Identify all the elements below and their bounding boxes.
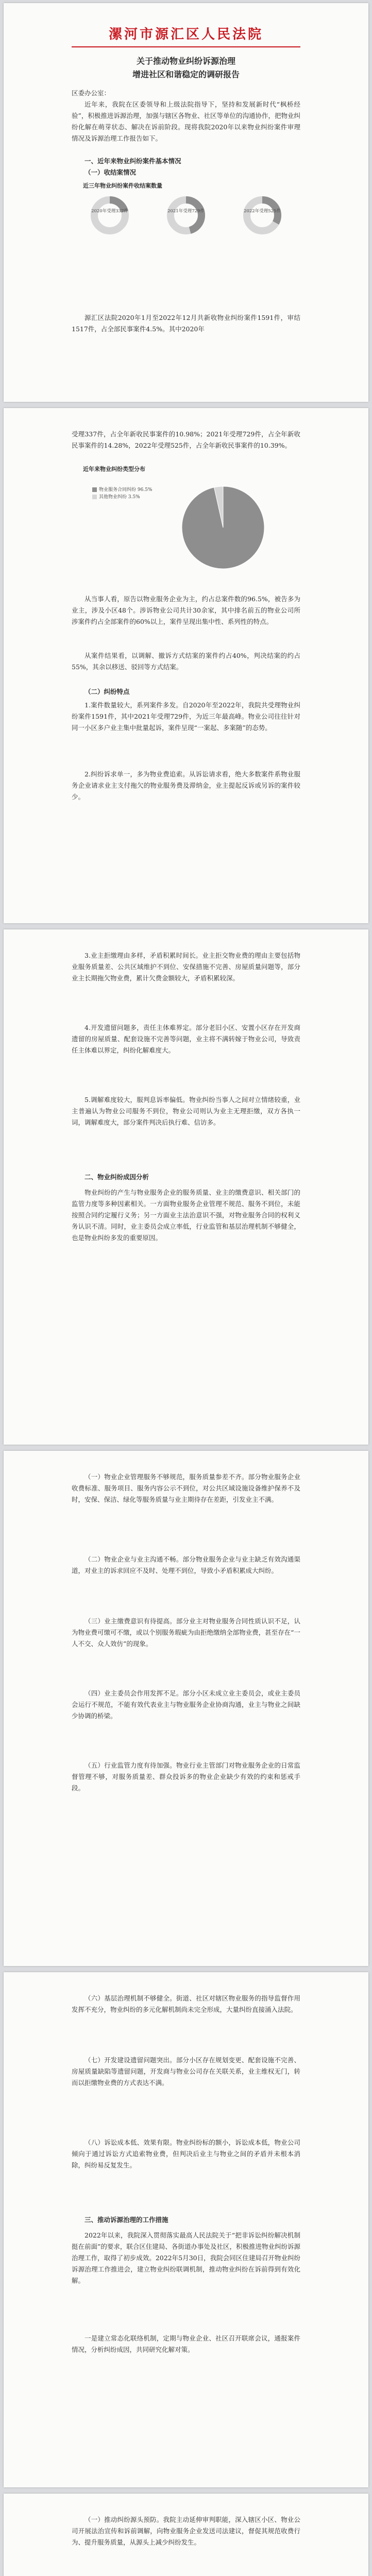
page-2 xyxy=(4,408,368,923)
pie-legend-item-2 xyxy=(92,494,152,501)
donut-label-3: 2022年受理525件 xyxy=(244,209,281,214)
subsection-1-heading: （一）收结案情况 xyxy=(84,168,137,176)
section-2-heading: 二、物业纠纷成因分析 xyxy=(84,1173,149,1181)
section-1-heading: 一、近年来物业纠纷案件基本情况 xyxy=(84,157,181,165)
chart-2-pie-svg xyxy=(177,481,269,574)
pie-legend-label-1: 物业服务合同纠纷 96.5% xyxy=(99,487,153,493)
causes-intro-paragraph: 物业纠纷的产生与物业服务企业的服务质量、业主的缴费意识、相关部门的监管力度等多种因素相关。一方面物业服务企业管理不规范、服务不到位，未能按照合同约定履行义务；另一方面业主法治意识不强，对物业服务合同的权利义务认识不清。同时，业主委员会成立率低，行业监管和基层治理机制不够健全，也是物业纠纷多发的重要原因。 xyxy=(72,1189,300,1242)
intro-paragraph: 近年来，我院在区委领导和上级法院指导下，坚持和发展新时代“枫桥经验”，积极推进诉源治理，加强与辖区各物业、社区等单位的沟通协作，把物业纠纷化解在萌芽状态、解决在诉前阶段。现将我院2020年以来物业纠纷案件审理情况及诉源治理工作报告如下。 xyxy=(72,100,300,142)
cause-2-paragraph: （二）物业企业与业主沟通不畅。部分物业服务企业与业主缺乏有效沟通渠道，对业主的诉求回应不及时、处理不到位，导致小矛盾积累成大纠纷。 xyxy=(72,1555,300,1574)
measure-1-paragraph: （一）推动纠纷源头预防。我院主动延伸审判职能，深入辖区小区、物业公司开展法治宣传和诉前调解，向物业服务企业发送司法建议，督促其规范收费行为、提升服务质量，从源头上减少纠纷发生。 xyxy=(72,2516,300,2546)
chart-1-donuts xyxy=(72,193,300,242)
feature-4-paragraph: 4.开发遗留问题多，责任主体难界定。部分老旧小区、安置小区存在开发商遗留的房屋质量、配套设施不完善等问题，业主将不满转嫁于物业公司，导致责任主体难以界定，纠纷化解难度大。 xyxy=(72,1024,300,1054)
donut-svg-3 xyxy=(242,195,283,236)
cause-8-paragraph: （八）诉讼成本低、效果有限。物业纠纷标的额小，诉讼成本低，物业公司倾向于通过诉讼方式追索物业费，但判决后业主与物业之间的矛盾并未根本消除，纠纷易反复发生。 xyxy=(72,2139,300,2169)
cause-3-paragraph: （三）业主缴费意识有待提高。部分业主对物业服务合同性质认识不足，认为物业费可缴可不缴，或以个别服务瑕疵为由拒绝缴纳全部物业费，甚至存在“一人不交、众人效仿”的现象。 xyxy=(72,1617,300,1648)
donut-svg-2 xyxy=(165,195,207,236)
donut-label-1: 2020年受理337件 xyxy=(91,209,128,214)
donut-label-2: 2021年受理729件 xyxy=(167,209,205,214)
donut-svg-1 xyxy=(89,195,130,236)
report-title-line2: 增进社区和谐稳定的调研报告 xyxy=(132,70,240,79)
cause-5-paragraph: （五）行业监管力度有待加强。物业行业主管部门对物业服务企业的日常监督管理不够，对服务质量差、群众投诉多的物业企业缺少有效的约束和惩戒手段。 xyxy=(72,1761,300,1792)
page-6 xyxy=(4,2494,368,2576)
header-red-rule xyxy=(72,46,300,47)
cause-1-paragraph: （一）物业企业管理服务不够规范，服务质量参差不齐。部分物业服务企业收费标准、服务项目、服务内容公示不到位，对公共区域设施设备维护保养不及时，安保、保洁、绿化等服务质量与业主期待存在差距，引发业主不满。 xyxy=(72,1473,300,1503)
feature-3-paragraph: 3.业主拒缴理由多样，矛盾积累时间长。业主拒交物业费的理由主要包括物业服务质量差、公共区域维护不到位、安保措施不完善、房屋质量问题等，部分业主长期拖欠物业费，累计欠费金额较大，矛盾积累较深。 xyxy=(72,952,300,982)
case-stats-continued: 受理337件，占全年新收民事案件的10.98%；2021年受理729件，占全年新收民事案件的14.28%，2022年受理525件，占全年新收民事案件的10.39%。 xyxy=(72,430,300,449)
feature-1-paragraph: 1.案件数量较大，系列案件多发。自2020年至2022年，我院共受理物业纠纷案件1591件，其中2021年受理729件，为近三年最高峰。物业公司往往针对同一小区多户业主集中批量起诉，案件呈现“一案起、多案随”的态势。 xyxy=(72,701,300,732)
party-analysis-paragraph: 从当事人看，原告以物业服务企业为主，约占总案件数的96.5%，被告多为业主，涉及小区48个。涉诉物业公司共计30余家，其中排名前五的物业公司所涉案件约占全部案件的60%以上，案件呈现出集中性、系列性的特点。 xyxy=(72,595,300,625)
pie-legend-swatch-2 xyxy=(92,495,97,499)
chart-2-pie xyxy=(82,476,290,584)
feature-5-paragraph: 5.调解难度较大，服判息诉率偏低。物业纠纷当事人之间对立情绪较重，业主普遍认为物业公司服务不到位，物业公司则认为业主无理拒缴，双方各执一词，调解难度大，部分案件判决后执行难、信访多。 xyxy=(72,1096,300,1126)
page-3 xyxy=(4,929,368,1445)
measures-intro-paragraph: 2022年以来，我院深入贯彻落实最高人民法院关于“把非诉讼纠纷解决机制挺在前面”的要求，联合区住建局、各街道办事处及社区，积极推进物业纠纷诉源治理工作，取得了初步成效。2022年5月30日，我院会同区住建局召开物业纠纷诉源治理工作推进会，建立物业纠纷联调机制，推动物业纠纷在诉前得到有效化解。 xyxy=(72,2231,300,2284)
pie-legend-swatch-1 xyxy=(92,487,97,492)
salutation: 区委办公室： xyxy=(72,89,111,97)
court-header-title: 漯河市源汇区人民法院 xyxy=(108,27,263,42)
chart-2-caption: 近年来物业纠纷类型分布 xyxy=(83,466,145,472)
chart-1-caption: 近三年物业纠纷案件收结案数量 xyxy=(83,182,162,189)
chart-2-legend xyxy=(92,486,152,501)
report-title xyxy=(72,55,300,81)
pie-legend-label-2: 其他物业纠纷 3.5% xyxy=(99,495,140,500)
measures-mechanism-paragraph: 一是建立常态化联络机制，定期与物业企业、社区召开联席会议，通报案件情况，分析纠纷成因，共同研究化解对策。 xyxy=(72,2334,300,2353)
donut-3 xyxy=(236,193,288,242)
cause-4-paragraph: （四）业主委员会作用发挥不足。部分小区未成立业主委员会，或业主委员会运行不规范，不能有效代表业主与物业服务企业协商沟通，业主与物业之间缺少协调的桥梁。 xyxy=(72,1689,300,1720)
report-title-line1: 关于推动物业纠纷诉源治理 xyxy=(136,56,235,66)
donut-1 xyxy=(84,193,136,242)
page-5 xyxy=(4,1972,368,2487)
page-4 xyxy=(4,1451,368,1966)
pie-legend-item-1 xyxy=(92,486,152,494)
donut-2 xyxy=(160,193,212,242)
page-1 xyxy=(4,3,368,402)
cause-6-paragraph: （六）基层治理机制不够健全。街道、社区对辖区物业服务的指导监督作用发挥不充分，物业纠纷的多元化解机制尚未完全形成，大量纠纷直接涌入法院。 xyxy=(72,1994,300,2013)
outcome-analysis-paragraph: 从案件结果看，以调解、撤诉方式结案的案件约占40%，判决结案的约占55%，其余以移送、驳回等方式结案。 xyxy=(72,652,300,671)
section-3-heading: 三、推动诉源治理的工作措施 xyxy=(84,2216,168,2224)
feature-2-paragraph: 2.纠纷诉求单一，多为物业费追索。从诉讼请求看，绝大多数案件系物业服务企业请求业主支付拖欠的物业服务费及滞纳金，业主提起反诉或另诉的案件较少。 xyxy=(72,770,300,801)
case-stats-paragraph: 源汇区法院2020年1月至2022年12月共新收物业纠纷案件1591件，审结1517件，占全部民事案件4.5%。其中2020年 xyxy=(72,314,300,333)
cause-7-paragraph: （七）开发建设遗留问题突出。部分小区存在规划变更、配套设施不完善、房屋质量缺陷等遗留问题，开发商与物业公司存在关联关系，业主维权无门，转而以拒缴物业费的方式表达不满。 xyxy=(72,2056,300,2087)
dispute-features-heading: （二）纠纷特点 xyxy=(84,688,130,696)
